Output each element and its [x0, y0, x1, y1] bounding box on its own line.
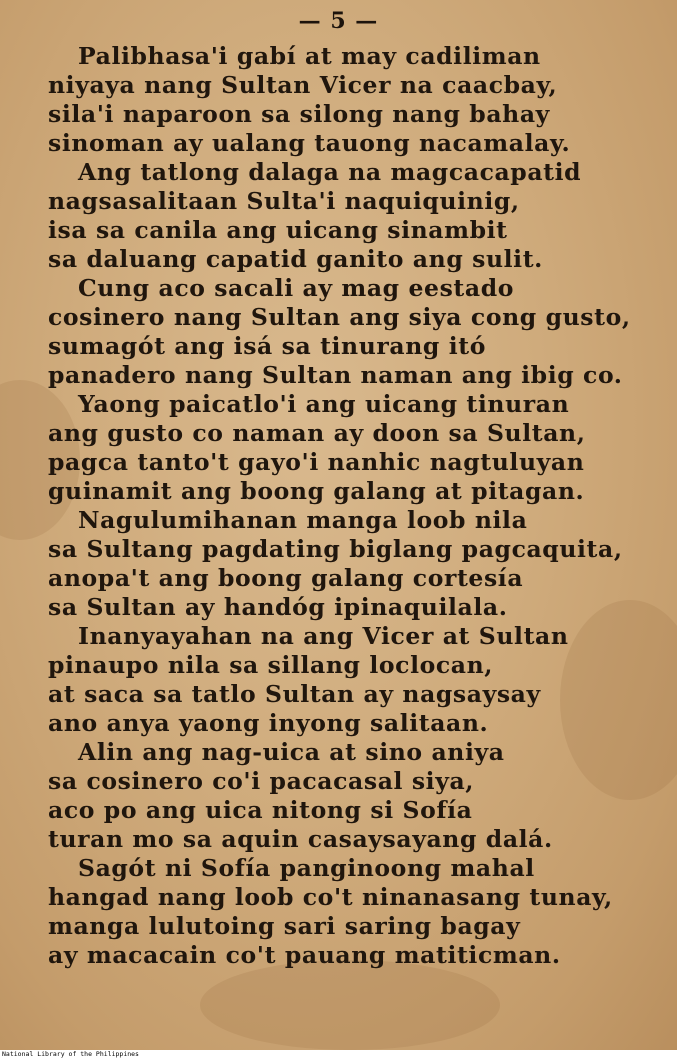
- poem-line: Alin ang nag-uica at sino aniya: [78, 738, 505, 766]
- poem-line: Palibhasa'i gabí at may cadiliman: [78, 42, 541, 70]
- poem-line: ang gusto co naman ay doon sa Sultan,: [48, 419, 586, 447]
- poem-line: Ang tatlong dalaga na magcacapatid: [78, 158, 582, 186]
- poem-line: anopa't ang boong galang cortesía: [48, 564, 524, 592]
- poem-line: pagca tanto't gayo'i nanhic nagtuluyan: [48, 448, 585, 476]
- poem-line: cosinero nang Sultan ang siya cong gusto,: [48, 303, 631, 331]
- poem-line: nagsasalitaan Sulta'i naquiquinig,: [48, 187, 520, 215]
- poem-line: panadero nang Sultan naman ang ibig co.: [48, 361, 623, 389]
- library-credit: National Library of the Philippines: [2, 1050, 139, 1058]
- poem-line: sumagót ang isá sa tinurang itó: [48, 332, 486, 360]
- poem-line: Inanyayahan na ang Vicer at Sultan: [78, 622, 569, 650]
- poem-line: Cung aco sacali ay mag eestado: [78, 274, 514, 302]
- poem-line: Yaong paicatlo'i ang uicang tinuran: [78, 390, 570, 418]
- poem-line: ay macacain co't pauang matiticman.: [48, 941, 561, 969]
- page-number: — 5 —: [298, 8, 379, 34]
- poem-line: sa Sultang pagdating biglang pagcaquita,: [48, 535, 623, 563]
- poem-line: manga lulutoing sari saring bagay: [48, 912, 521, 940]
- poem-line: sa cosinero co'i pacacasal siya,: [48, 767, 475, 795]
- paper-stain: [560, 600, 677, 800]
- poem-line: sinoman ay ualang tauong nacamalay.: [48, 129, 571, 157]
- poem-line: turan mo sa aquin casaysayang dalá.: [48, 825, 553, 853]
- poem-line: Nagulumihanan manga loob nila: [78, 506, 528, 534]
- poem-line: sa daluang capatid ganito ang sulit.: [48, 245, 543, 273]
- poem-line: sa Sultan ay handóg ipinaquilala.: [48, 593, 508, 621]
- poem-line: sila'i naparoon sa silong nang bahay: [48, 100, 550, 128]
- poem-line: guinamit ang boong galang at pitagan.: [48, 477, 585, 505]
- poem-line: at saca sa tatlo Sultan ay nagsaysay: [48, 680, 541, 708]
- poem-line: hangad nang loob co't ninanasang tunay,: [48, 883, 613, 911]
- poem-line: niyaya nang Sultan Vicer na caacbay,: [48, 71, 558, 99]
- paper-stain: [200, 960, 500, 1050]
- poem-line: isa sa canila ang uicang sinambit: [48, 216, 508, 244]
- poem-line: ano anya yaong inyong salitaan.: [48, 709, 489, 737]
- poem-line: pinaupo nila sa sillang loclocan,: [48, 651, 494, 679]
- poem-line: aco po ang uica nitong si Sofía: [48, 796, 473, 824]
- poem-line: Sagót ni Sofía panginoong mahal: [78, 854, 535, 882]
